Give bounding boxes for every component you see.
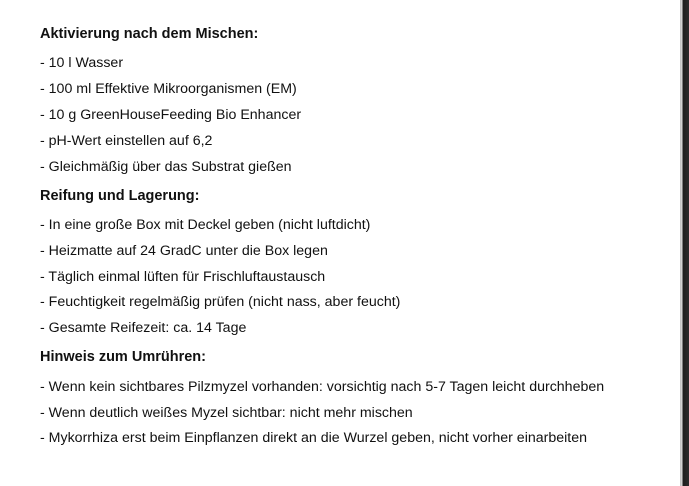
section-heading-maturation: Reifung und Lagerung: [40,188,200,204]
list-item: - Heizmatte auf 24 GradC unter die Box legen [40,243,328,259]
window-edge [680,0,689,486]
section-heading-stirring-note: Hinweis zum Umrühren: [40,349,206,365]
list-item: - Gleichmäßig über das Substrat gießen [40,159,292,175]
list-item: - Wenn kein sichtbares Pilzmyzel vorhanden: vorsichtig nach 5-7 Tagen leicht durchheben [40,379,605,395]
list-item: - Gesamte Reifezeit: ca. 14 Tage [40,320,247,336]
list-item: - Wenn deutlich weißes Myzel sichtbar: nicht mehr mischen [40,405,413,421]
list-item: - Täglich einmal lüften für Frischluftaustausch [40,269,326,285]
list-item: - Mykorrhiza erst beim Einpflanzen direkt an die Wurzel geben, nicht vorher einarbeiten [40,430,588,446]
list-item: - 10 l Wasser [40,55,124,71]
list-item: - pH-Wert einstellen auf 6,2 [40,133,213,149]
list-item: - In eine große Box mit Deckel geben (nicht luftdicht) [40,217,371,233]
list-item: - 100 ml Effektive Mikroorganismen (EM) [40,81,297,97]
list-item: - Feuchtigkeit regelmäßig prüfen (nicht nass, aber feucht) [40,294,401,310]
section-heading-activation: Aktivierung nach dem Mischen: [40,26,259,42]
list-item: - 10 g GreenHouseFeeding Bio Enhancer [40,107,302,123]
